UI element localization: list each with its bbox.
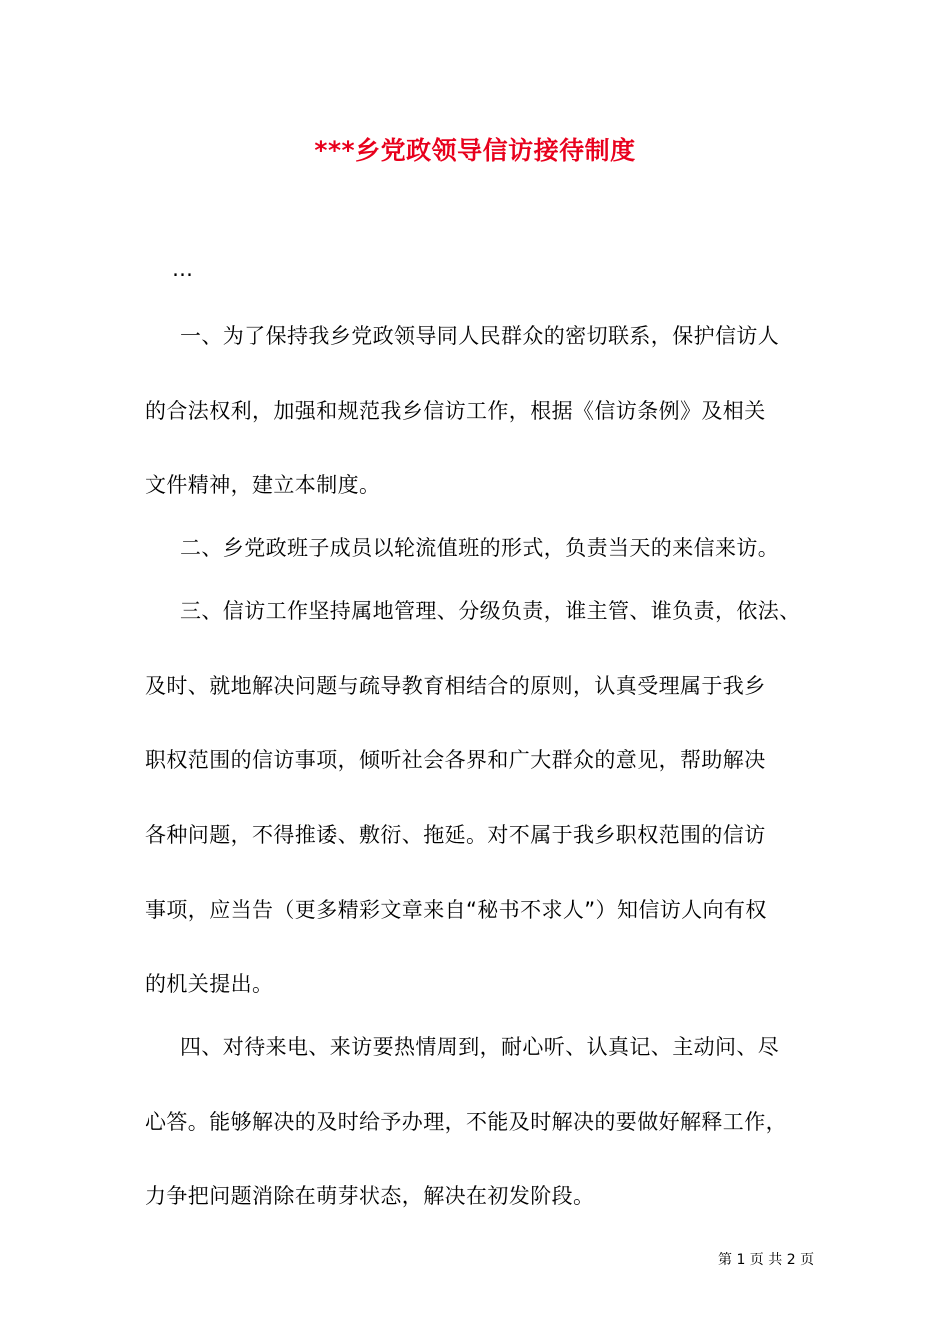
paragraph-line: 文件精神，建立本制度。 <box>145 473 381 497</box>
paragraph-line: 的机关提出。 <box>145 972 274 996</box>
document-title: ***乡党政领导信访接待制度 <box>314 136 636 165</box>
paragraph-line: 四、对待来电、来访要热情周到，耐心听、认真记、主动问、尽 <box>180 1035 780 1059</box>
page-number-footer: 第 1 页 共 2 页 <box>718 1252 815 1268</box>
paragraph-line: 心答。能够解决的及时给予办理，不能及时解决的要做好解释工作， <box>145 1110 787 1134</box>
paragraph-line: 各种问题，不得推诿、敷衍、拖延。对不属于我乡职权范围的信访 <box>145 823 766 847</box>
ellipsis-text: … <box>172 257 193 281</box>
paragraph-line: 的合法权利，加强和规范我乡信访工作，根据《信访条例》及相关 <box>145 399 766 423</box>
paragraph-line: 及时、就地解决问题与疏导教育相结合的原则，认真受理属于我乡 <box>145 674 766 698</box>
paragraph-line: 一、为了保持我乡党政领导同人民群众的密切联系，保护信访人 <box>180 324 780 348</box>
paragraph-line: 事项，应当告（更多精彩文章来自“秘书不求人”）知信访人向有权 <box>145 898 767 922</box>
paragraph-line: 三、信访工作坚持属地管理、分级负责，谁主管、谁负责，依法、 <box>180 599 801 623</box>
paragraph-line: 力争把问题消除在萌芽状态，解决在初发阶段。 <box>145 1184 595 1208</box>
paragraph-line: 二、乡党政班子成员以轮流值班的形式，负责当天的来信来访。 <box>180 536 780 560</box>
paragraph-line: 职权范围的信访事项，倾听社会各界和广大群众的意见，帮助解决 <box>145 748 766 772</box>
